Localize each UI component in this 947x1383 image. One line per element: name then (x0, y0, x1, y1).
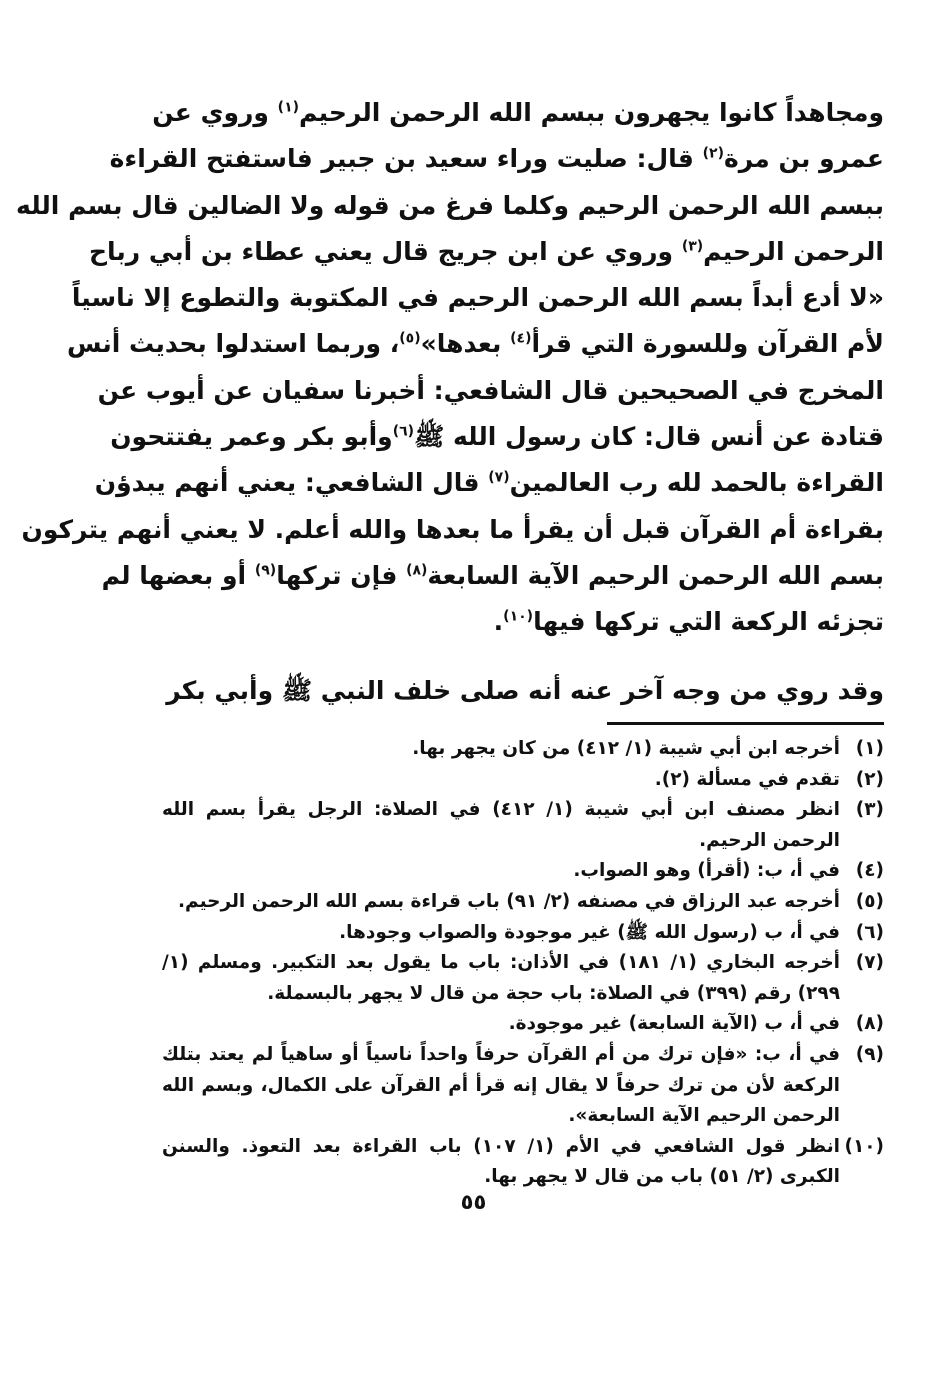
footnote-ref: (٥) (399, 331, 421, 348)
footnote-number: (٣) (855, 799, 884, 821)
text-line: القراءة بالحمد لله رب العالمين$^{(٧)}$ قال الشافعي: يعني أنهم يبدؤن (94, 468, 884, 498)
page-content (16, 90, 884, 714)
footnote-ref: (٨) (406, 562, 428, 579)
main-text (16, 90, 884, 714)
footnote (162, 734, 884, 765)
footnote (162, 856, 884, 887)
footnote-text: انظر قول الشافعي في الأم (١/ ١٠٧) باب القراءة بعد التعوذ. والسنن الكبرى (٢/ ٥١) باب من قال لا يجهر بها. (162, 1135, 840, 1188)
footnote (162, 948, 884, 1009)
text-line: «لا أدع أبداً بسم الله الرحمن الرحيم في المكتوبة والتطوع إلا ناسياً (71, 283, 884, 313)
footnote-ref: (٣) (681, 238, 704, 255)
text-line: قتادة عن أنس قال: كان رسول الله ﷺ$^{(٦)}$وأبو بكر وعمر يفتتحون (110, 422, 884, 452)
footnote-text: في أ، ب: «فإن ترك من أم القرآن حرفاً واحداً ناسياً أو ساهياً لم يعتد بتلك الركعة لأن من ترك حرفاً لا يقال إنه قرأ أم القرآن على الكمال، وبسم الله الرحمن الرحيم الآية السابعة». (162, 1043, 840, 1127)
footnote-number: (٥) (855, 890, 884, 912)
text-line: لأم القرآن وللسورة التي قرأ$^{(٤)}$ بعدها»$^{(٥)}$، وربما استدلوا بحديث أنس (67, 329, 884, 359)
footnote-number: (٤) (855, 860, 884, 882)
footnote (162, 887, 884, 918)
footnote (162, 1009, 884, 1040)
footnote-text: في أ، ب (رسول الله ﷺ) غير موجودة والصواب وجودها. (339, 921, 840, 943)
text-line: عمرو بن مرة$^{(٢)}$ قال: صليت وراء سعيد بن جبير فاستفتح القراءة (109, 144, 884, 174)
footnote (162, 795, 884, 856)
footnote-number: (٧) (855, 952, 884, 974)
footnotes-list (162, 734, 884, 1193)
footnote-ref: (٧) (488, 470, 510, 487)
paragraph-1 (16, 90, 884, 646)
text-line: تجزئه الركعة التي تركها فيها$^{(١٠)}$. (493, 607, 884, 637)
footnote-divider (607, 722, 884, 725)
footnote-number: (٨) (855, 1013, 884, 1035)
footnote-text: أخرجه البخاري (١/ ١٨١) في الأذان: باب ما يقول بعد التكبير. ومسلم (١/ ٢٩٩) رقم (٣٩٩) في الصلاة: باب حجة من قال لا يجهر بالبسملة. (162, 952, 841, 1004)
footnote-number: (٩) (855, 1043, 884, 1065)
text-line: بسم الله الرحمن الرحيم الآية السابعة$^{(٨)}$ فإن تركها$^{(٩)}$ أو بعضها لم (101, 560, 884, 590)
footnote (162, 765, 884, 796)
footnote (162, 918, 884, 949)
footnote-text: أخرجه عبد الرزاق في مصنفه (٢/ ٩١) باب قراءة بسم الله الرحمن الرحيم. (178, 890, 840, 912)
text-line: ببسم الله الرحمن الرحيم وكلما فرغ من قوله ولا الضالين قال بسم الله (16, 190, 884, 220)
footnote-text: انظر مصنف ابن أبي شيبة (١/ ٤١٢) في الصلاة: الرجل يقرأ بسم الله الرحمن الرحيم. (162, 799, 841, 851)
text-line: المخرج في الصحيحين قال الشافعي: أخبرنا سفيان عن أيوب عن (97, 375, 884, 405)
text-line: وقد روي من وجه آخر عنه أنه صلى خلف النبي ﷺ وأبي بكر (166, 675, 884, 705)
footnote-text: في أ، ب: (أقرأ) وهو الصواب. (573, 860, 840, 882)
footnote-text: تقدم في مسألة (٢). (654, 768, 840, 790)
footnote-ref: (٤) (510, 331, 532, 348)
footnote-ref: (٩) (254, 562, 277, 579)
footnote-text: في أ، ب (الآية السابعة) غير موجودة. (508, 1013, 840, 1035)
footnote-text: أخرجه ابن أبي شيبة (١/ ٤١٢) من كان يجهر بها. (412, 738, 840, 759)
text-line: ومجاهداً كانوا يجهرون ببسم الله الرحمن الرحيم$^{(١)}$ وروي عن (152, 98, 884, 127)
footnote-number: (٦) (855, 921, 884, 943)
text-line: الرحمن الرحيم$^{(٣)}$ وروي عن ابن جريج قال يعني عطاء بن أبي رباح (89, 236, 884, 266)
page-number: ٥٥ (460, 1190, 487, 1214)
paragraph-2 (162, 668, 884, 714)
footnote-ref: (١٠) (503, 608, 534, 625)
text-line: بقراءة أم القرآن قبل أن يقرأ ما بعدها والله أعلم. لا يعني أنهم يتركون (21, 514, 884, 544)
footnote-ref: (١) (277, 99, 300, 116)
footnote-ref: (٢) (702, 145, 724, 162)
footnote-ref: (٦) (392, 423, 415, 440)
footnote (162, 1132, 884, 1193)
footnote-number: (١٠) (844, 1135, 884, 1157)
footnote (162, 1040, 884, 1132)
footnote-number: (٢) (855, 768, 884, 790)
footnote-number: (١) (855, 738, 884, 759)
